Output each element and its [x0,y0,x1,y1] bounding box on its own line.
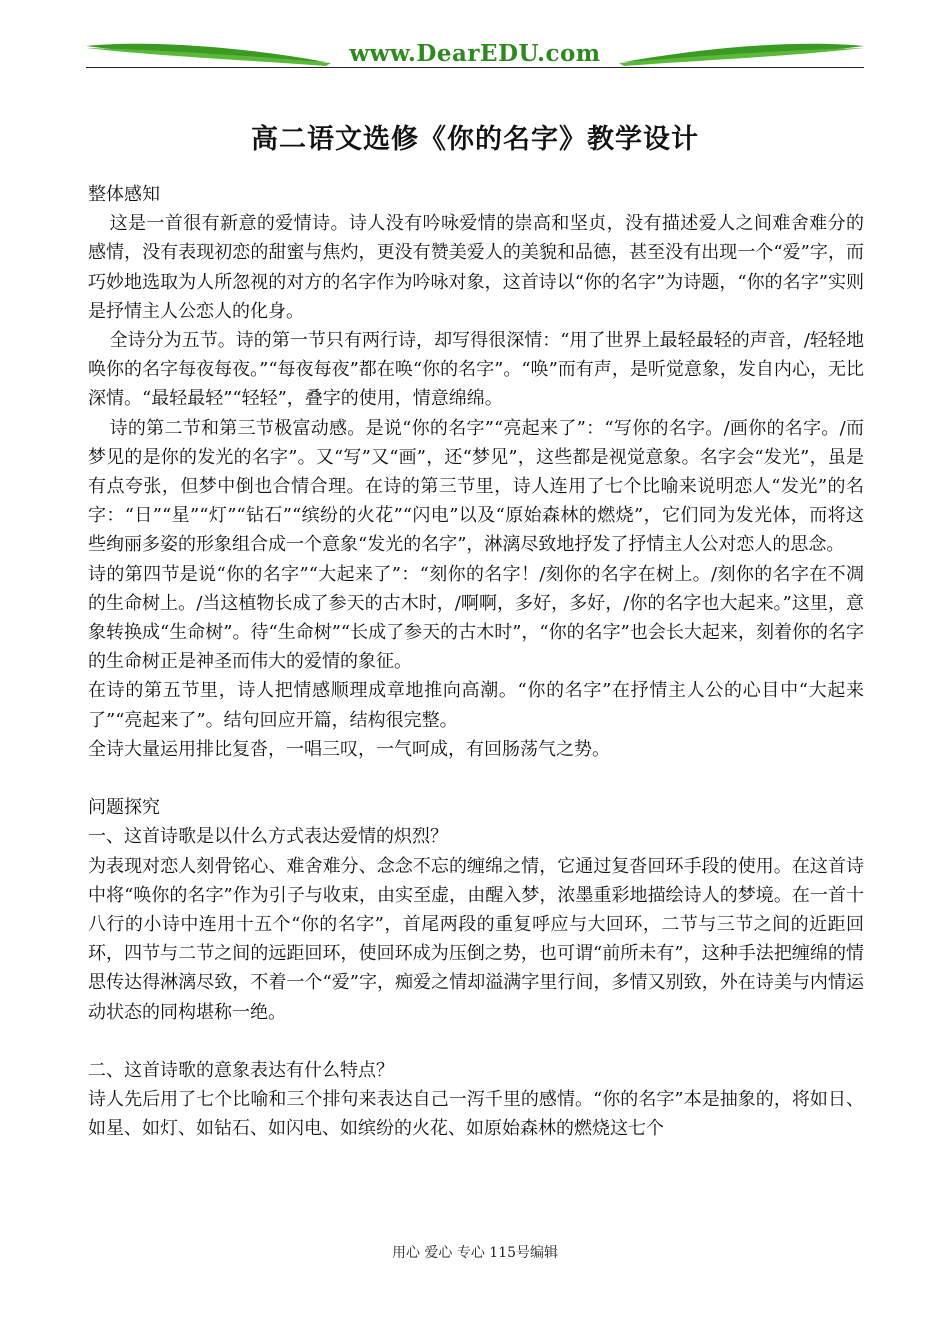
question-2: 二、这首诗歌的意象表达有什么特点？ [88,1060,394,1082]
spacer [88,1027,864,1056]
page-footer: 用心 爱心 专心 115号编辑 [391,1245,559,1261]
paragraph-3: 诗的第二节和第三节极富动感。是说“你的名字”“亮起来了”：“写你的名字。/画你的名字。/而梦见的是你的发光的名字”。又“写”又“画”，还“梦见”，这些都是视觉意象。名字会“发光”，虽是有点夸张，但梦中倒也合情合理。在诗的第三节里，诗人连用了七个比喻来说明恋人“发光”的名字：“日”“星”“灯”“钻石”“缤纷的火花”“闪电”以及“原始森林的燃烧”，它们同为发光体，而将这些绚丽多姿的形象组合成一个意象“发光的名字”，淋漓尽致地抒发了抒情主人公对恋人的思念。 [88,417,864,556]
section-heading-inquiry: 问题探究 [88,797,160,819]
paragraph-5: 在诗的第五节里，诗人把情感顺理成章地推向高潮。“你的名字”在抒情主人公的心目中“大起来了”“亮起来了”。结句回应开篇，结构很完整。 [88,680,864,731]
section-heading-overview: 整体感知 [88,184,160,205]
question-1: 一、这首诗歌是以什么方式表达爱情的炽烈？ [88,826,448,848]
paragraph-2: 全诗分为五节。诗的第一节只有两行诗，却写得很深情：“用了世界上最轻最轻的声音，/轻轻地唤你的名字每夜每夜。”“每夜每夜”都在唤“你的名字”。“唤”而有声，是听觉意象，发自内心，无比深情。“最轻最轻”“轻轻”，叠字的使用，情意绵绵。 [88,330,864,410]
site-logo-text[interactable]: www.DearEDU.com [349,40,601,67]
answer-1: 为表现对恋人刻骨铭心、难舍难分、念念不忘的缠绵之情，它通过复沓回环手段的使用。在这首诗中将“唤你的名字”作为引子与收束，由实至虚，由醒入梦，浓墨重彩地描绘诗人的梦境。在一首十八行的小诗中连用十五个“你的名字”，首尾两段的重复呼应与大回环，二节与三节之间的近距回环，四节与二节之间的远距回环，使回环成为压倒之势，也可谓“前所未有”，这种手法把缠绵的情思传达得淋漓尽致，不着一个“爱”字，痴爱之情却溢满字里行间，多情又别致，外在诗美与内情运动状态的同构堪称一绝。 [88,855,864,1023]
paragraph-6: 全诗大量运用排比复沓，一唱三叹，一气呵成，有回肠荡气之势。 [88,738,610,760]
header-divider [86,67,864,68]
paragraph-4: 诗的第四节是说“你的名字”“大起来了”：“刻你的名字！/刻你的名字在树上。/刻你的名字在不凋的生命树上。/当这植物长成了参天的古木时，/啊啊，多好，多好，/你的名字也大起来。”这里，意象转换成“生命树”。待“生命树”“长成了参天的古木时”，“你的名字”也会长大起来，刻着你的名字的生命树正是神圣而伟大的爱情的象征。 [88,563,864,673]
document-title: 高二语文选修《你的名字》教学设计 [251,124,699,155]
spacer [88,764,864,793]
answer-2: 诗人先后用了七个比喻和三个排句来表达自己一泻千里的感情。“你的名字”本是抽象的，将如日、如星、如灯、如钻石、如闪电、如缤纷的火花、如原始森林的燃烧这七个 [88,1089,864,1140]
paragraph-1: 这是一首很有新意的爱情诗。诗人没有吟咏爱情的崇高和坚贞，没有描述爱人之间难舍难分的感情，没有表现初恋的甜蜜与焦灼，更没有赞美爱人的美貌和品德，甚至没有出现一个“爱”字，而巧妙地选取为人所忽视的对方的名字作为吟咏对象，这首诗以“你的名字”为诗题，“你的名字”实则是抒情主人公恋人的化身。 [88,213,864,322]
document-body [88,180,864,1144]
